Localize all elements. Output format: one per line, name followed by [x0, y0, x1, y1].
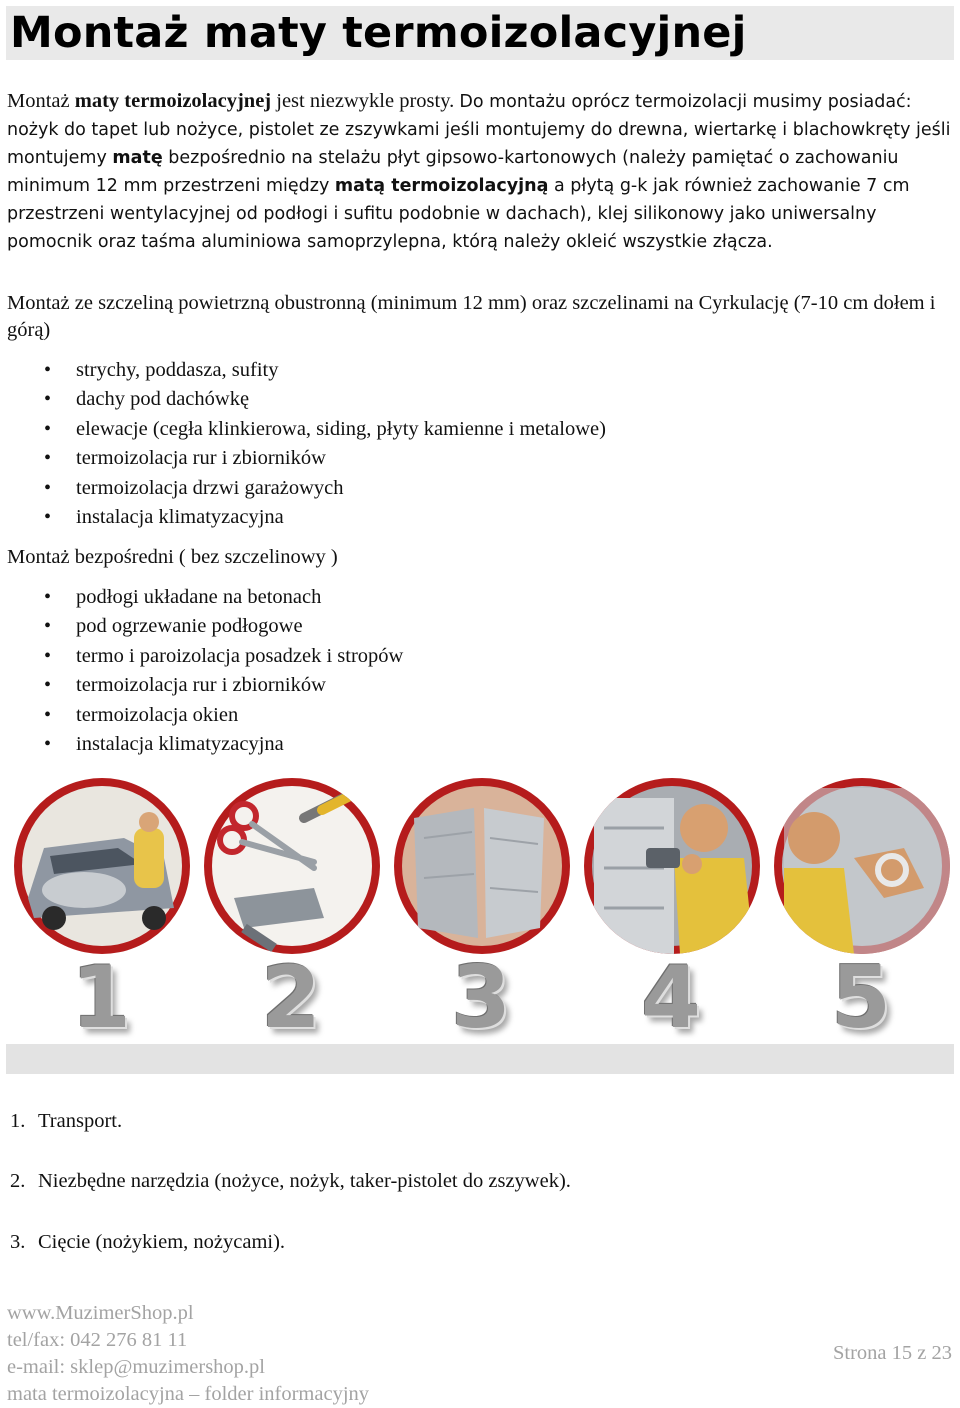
- step-index: 1.: [10, 1110, 26, 1132]
- step-text: Niezbędne narzędzia (nożyce, nożyk, taker-pistolet do zszywek).: [38, 1170, 571, 1192]
- page-title: Montaż maty termoizolacyjnej: [10, 8, 747, 58]
- step-photo-1: [6, 770, 196, 1074]
- gap-mount-heading: Montaż ze szczeliną powietrzną obustronną (minimum 12 mm) oraz szczelinami na Cyrkulację (7-10 cm dołem i górą): [7, 292, 936, 341]
- list-item: • termoizolacja okien: [0, 701, 403, 730]
- intro-paragraph: [7, 88, 955, 256]
- intro-text-6: a płytą g-k jak również zachowanie 7 cm przestrzeni wentylacyjnej od podłogi i sufitu podobnie w dachach), klej silikonowy jako uniwersalny pomocnik oraz taśma aluminiowa samoprzylepna, którą należy okleić wszystkie złącza.: [7, 176, 910, 252]
- photo-cutting: [394, 778, 570, 954]
- gap-mount-list: [0, 356, 606, 532]
- intro-text-1: Montaż: [7, 90, 75, 112]
- photo-transport: [14, 778, 190, 954]
- page-number: Strona 15 z 23: [833, 1342, 952, 1364]
- footer-email: e-mail: sklep@muzimershop.pl: [7, 1356, 265, 1378]
- list-item: • termoizolacja rur i zbiorników: [0, 444, 606, 473]
- footer-folder: mata termoizolacyjna – folder informacyjny: [7, 1383, 370, 1405]
- installation-steps-illustration: [6, 770, 954, 1074]
- list-item: • strychy, poddasza, sufity: [0, 356, 606, 385]
- list-item: • instalacja klimatyzacyjna: [0, 503, 606, 532]
- photo-tools: [204, 778, 380, 954]
- step-text: Cięcie (nożykiem, nożycami).: [38, 1231, 286, 1253]
- direct-mount-list: [0, 583, 403, 759]
- list-item: • termo i paroizolacja posadzek i stropów: [0, 642, 403, 671]
- list-item: [10, 1168, 571, 1194]
- list-item: • termoizolacja drzwi garażowych: [0, 474, 606, 503]
- step-photo-2: [196, 770, 386, 1074]
- step-index: 2.: [10, 1170, 26, 1192]
- footer-website-link[interactable]: www.MuzimerShop.pl: [7, 1302, 194, 1324]
- intro-text-2: jest niezwykle prosty.: [271, 90, 460, 112]
- photo-mounting: [584, 778, 760, 954]
- intro-text-4: blachowkręty jeśli montujemy: [7, 120, 951, 168]
- intro-bold-2: matę: [112, 148, 163, 168]
- intro-bold-1: maty termoizolacyjnej: [74, 90, 272, 112]
- step-number-4: 4: [641, 948, 701, 1048]
- list-item: [10, 1108, 122, 1134]
- step-number-2: 2: [261, 948, 321, 1048]
- direct-mount-heading: Montaż bezpośredni ( bez szczelinowy ): [7, 546, 338, 568]
- intro-text-5: bezpośrednio na stelażu płyt gipsowo-kartonowych (należy pamiętać o zachowaniu minimum 12 mm przestrzeni między: [7, 148, 899, 196]
- step-photo-4: [576, 770, 766, 1074]
- step-photo-3: [386, 770, 576, 1074]
- intro-bold-3: matą termoizolacyjną: [334, 176, 549, 196]
- list-item: • elewacje (cegła klinkierowa, siding, płyty kamienne i metalowe): [0, 415, 606, 444]
- list-item: • termoizolacja rur i zbiorników: [0, 671, 403, 700]
- list-item: • instalacja klimatyzacyjna: [0, 730, 403, 759]
- step-number-3: 3: [451, 948, 511, 1048]
- list-item: • pod ogrzewanie podłogowe: [0, 612, 403, 641]
- intro-text-3: Do montażu oprócz termoizolacji musimy posiadać: nożyk do tapet lub nożyce, pistolet ze zszywkami jeśli montujemy do drewna, wiertarkę i: [7, 92, 912, 140]
- step-index: 3.: [10, 1231, 26, 1253]
- title-bar: [6, 6, 954, 60]
- footer-phone: tel/fax: 042 276 81 11: [7, 1329, 188, 1351]
- step-photo-5: [766, 770, 956, 1074]
- list-item: [10, 1229, 285, 1255]
- list-item: • dachy pod dachówkę: [0, 385, 606, 414]
- step-number-1: 1: [71, 948, 131, 1048]
- footer-contact: [7, 1300, 369, 1408]
- list-item: • podłogi układane na betonach: [0, 583, 403, 612]
- step-text: Transport.: [38, 1110, 123, 1132]
- step-number-5: 5: [831, 948, 891, 1048]
- photo-taping: [774, 778, 950, 954]
